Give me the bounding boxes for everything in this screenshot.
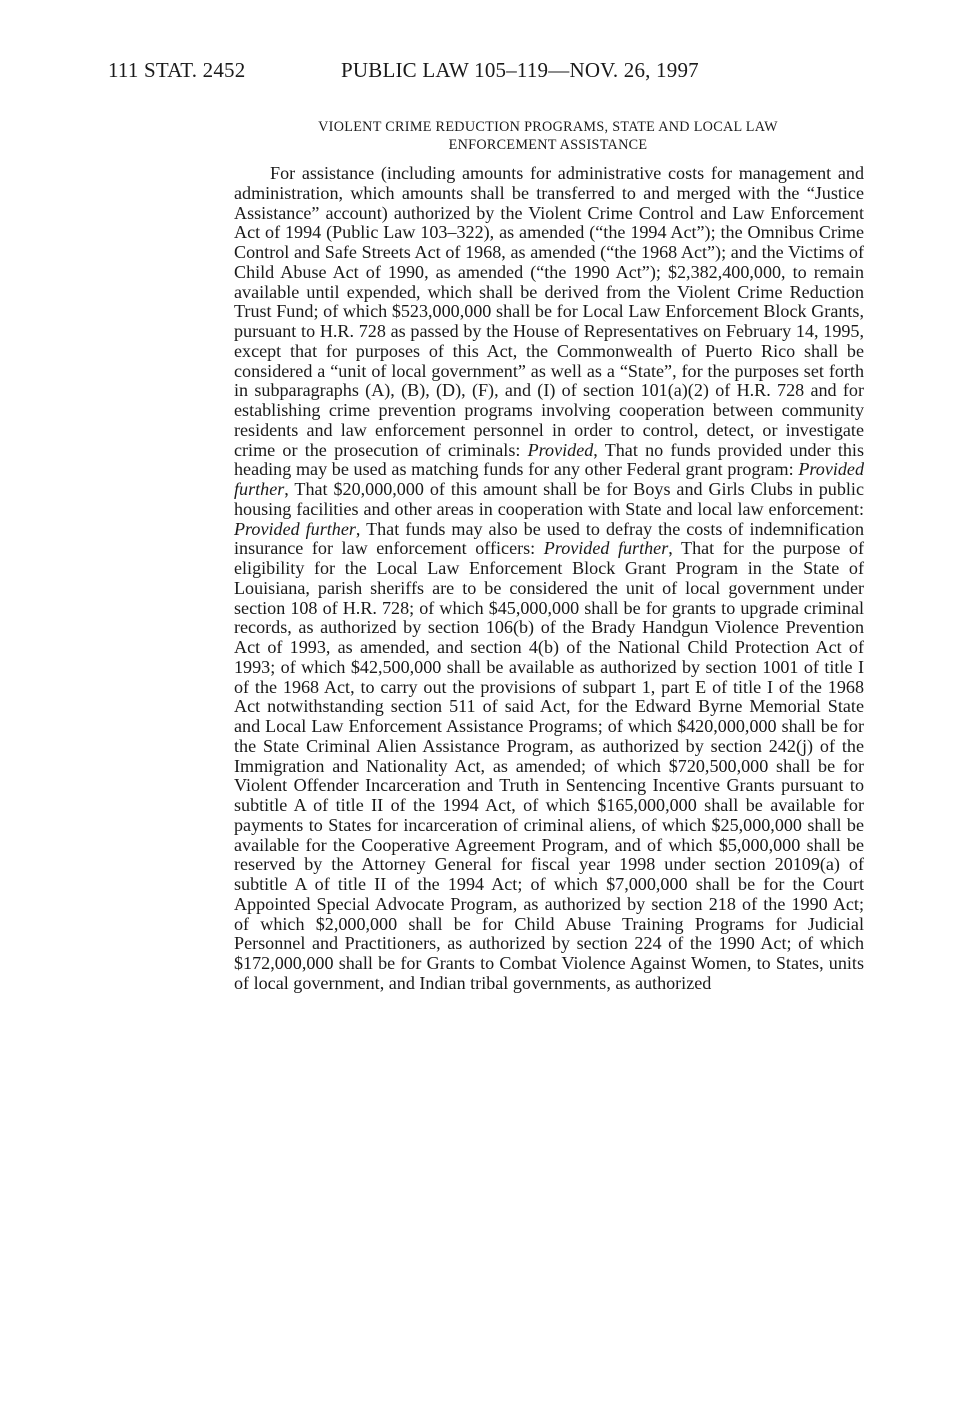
proviso-italic-3: Provided further	[234, 518, 356, 539]
body-text-segment-2: , That no funds provided under this heading may be used as matching funds for any other Federal grant program:	[234, 439, 864, 480]
public-law-citation: PUBLIC LAW 105–119—NOV. 26, 1997	[341, 58, 699, 82]
proviso-italic-1: Provided	[527, 439, 594, 460]
section-heading-line-2: ENFORCEMENT ASSISTANCE	[448, 137, 648, 153]
running-head	[108, 58, 868, 88]
section-heading-line-1: VIOLENT CRIME REDUCTION PROGRAMS, STATE AND LOCAL LAW	[318, 119, 778, 135]
proviso-italic-4: Provided further	[543, 538, 669, 559]
section-heading	[234, 118, 862, 154]
body-text-segment-5: , That for the purpose of eligibility for the Local Law Enforcement Block Grant Program in the State of Louisiana, parish sheriffs are to be considered the unit of local government under section 108 of H.R. 728; of which $45,000,000 shall be for grants to upgrade criminal records, as authorized by section 106(b) of the Brady Handgun Violence Prevention Act of 1993, as amended, and section 4(b) of the National Child Protection Act of 1993; of which $42,500,000 shall be available as authorized by section 1001 of title I of the 1968 Act, to carry out the provisions of subpart 1, part E of title I of the 1968 Act notwithstanding section 511 of said Act, for the Edward Byrne Memorial State and Local Law Enforcement Assistance Programs; of which $420,000,000 shall be for the State Criminal Alien Assistance Program, as authorized by section 242(j) of the Immigration and Nationality Act, as amended; of which $720,500,000 shall be for Violent Offender Incarceration and Truth in Sentencing Incentive Grants pursuant to subtitle A of title II of the 1994 Act, of which $165,000,000 shall be available for payments to States for incarceration of criminal aliens, of which $25,000,000 shall be available for the Cooperative Agreement Program, and of which $5,000,000 shall be reserved by the Attorney General for fiscal year 1998 under section 20109(a) of subtitle A of title II of the 1994 Act; of which $7,000,000 shall be for the Court Appointed Special Advocate Program, as authorized by section 218 of the 1990 Act; of which $2,000,000 shall be for Child Abuse Training Programs for Judicial Personnel and Practitioners, as authorized by section 224 of the 1990 Act; of which $172,000,000 shall be for Grants to Combat Violence Against Women, to States, units of local government, and Indian tribal governments, as authorized	[234, 538, 865, 993]
body-text-segment-1: For assistance (including amounts for administrative costs for management and administration, which amounts shall be transferred to and merged with the “Justice Assistance” account) authorized by the Violent Crime Control and Law Enforcement Act of 1994 (Public Law 103–322), as amended (“the 1994 Act”); the Omnibus Crime Control and Safe Streets Act of 1968, as amended (“the 1968 Act”); and the Victims of Child Abuse Act of 1990, as amended (“the 1990 Act”); $2,382,400,000, to remain available until expended, which shall be derived from the Violent Crime Reduction Trust Fund; of which $523,000,000 shall be for Local Law Enforcement Block Grants, pursuant to H.R. 728 as passed by the House of Representatives on February 14, 1995, except that for purposes of this Act, the Commonwealth of Puerto Rico shall be considered a “unit of local government” as well as a “State”, for the purposes set forth in subparagraphs (A), (B), (D), (F), and (I) of section 101(a)(2) of H.R. 728 and for establishing crime prevention programs involving cooperation between community residents and law enforcement personnel in order to control, detect, or investigate crime or the prosecution of criminals:	[234, 163, 864, 460]
statute-page-number: 111 STAT. 2452	[108, 58, 246, 82]
proviso-italic-2: Provided further	[234, 459, 864, 499]
body-paragraph	[234, 164, 864, 994]
body-text-segment-4: , That funds may also be used to defray the costs of indemnification insurance for law enforcement officers:	[234, 518, 865, 559]
body-text-segment-3: , That $20,000,000 of this amount shall be for Boys and Girls Clubs in public housing facilities and other areas in cooperation with State and local law enforcement:	[234, 479, 864, 519]
